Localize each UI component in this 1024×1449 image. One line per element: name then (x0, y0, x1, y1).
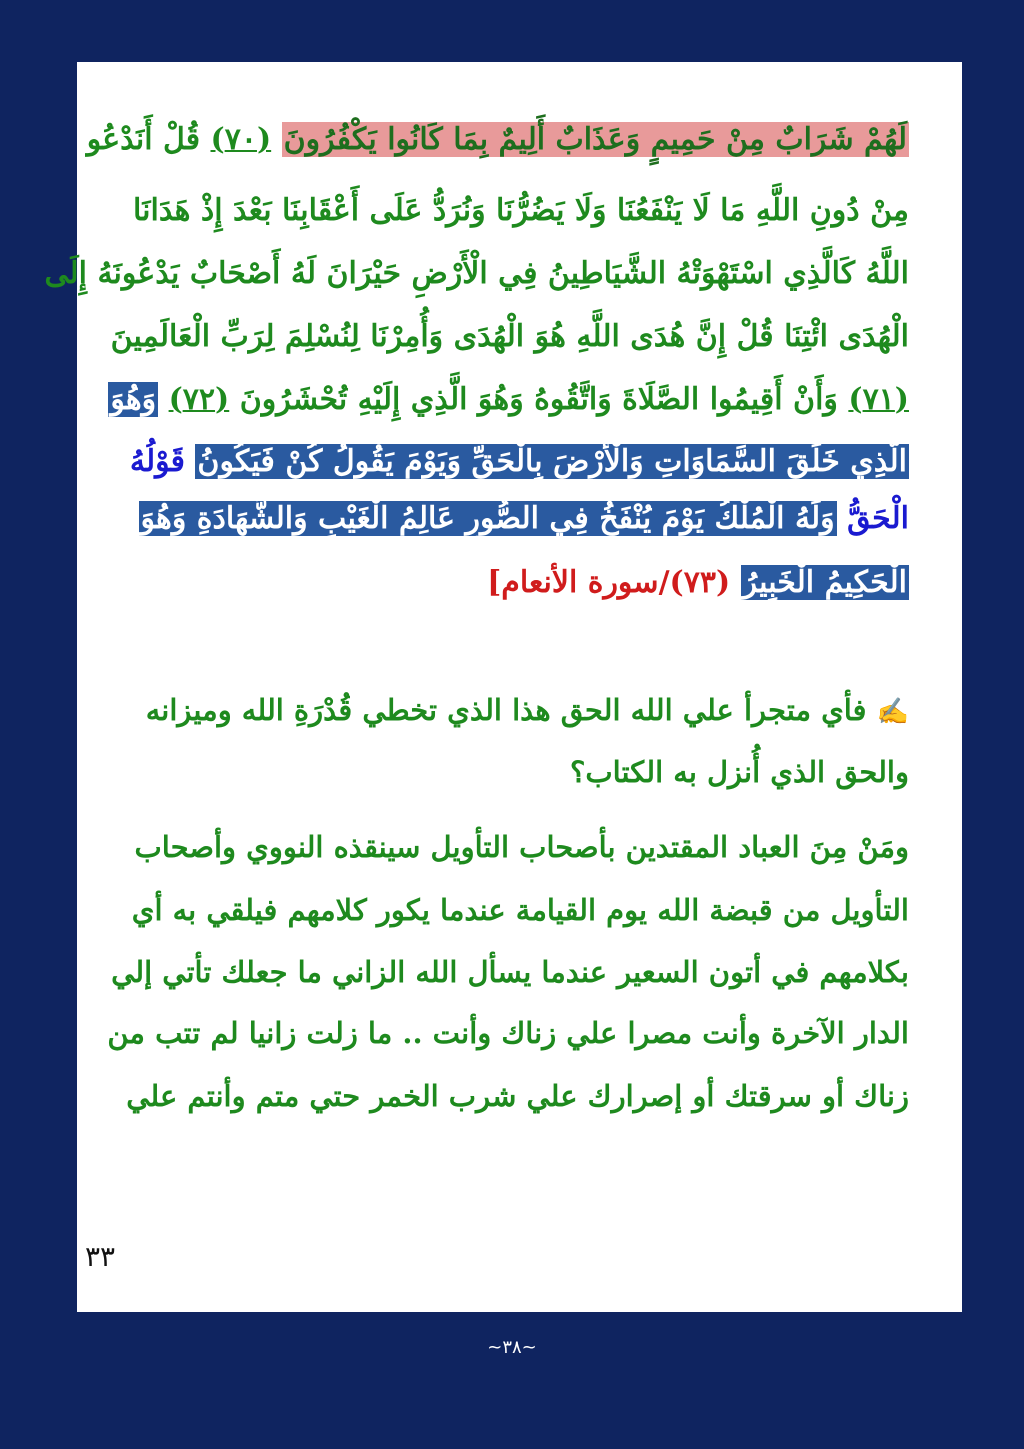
verse-text: وَأَنْ أَقِيمُوا الصَّلَاةَ وَاتَّقُوهُ وَهُوَ الَّذِي إِلَيْهِ تُحْشَرُونَ (239, 382, 838, 417)
surah-reference: (٧٣)/سورة الأنعام] (487, 565, 731, 600)
verse-73-highlight: وَهُوَ (110, 382, 157, 417)
verse-70-highlight: لَهُمْ شَرَابٌ مِنْ حَمِيمٍ وَعَذَابٌ أَلِيمٌ بِمَا كَانُوا يَكْفُرُونَ (283, 122, 907, 157)
verse-line-2: مِنْ دُونِ اللَّهِ مَا لَا يَنْفَعُنَا وَلَا يَضُرُّنَا وَنُرَدُّ عَلَى أَعْقَابِنَا بَعْدَ إِذْ هَدَانَا (133, 193, 909, 228)
verse-line-4: الْهُدَى ائْتِنَا قُلْ إِنَّ هُدَى اللَّهِ هُوَ الْهُدَى وَأُمِرْنَا لِنُسْلِمَ لِرَبِّ الْعَالَمِينَ (110, 319, 909, 354)
commentary-line-2: والحق الذي أُنزل به الكتاب؟ (569, 755, 909, 789)
verse-line-6 (129, 430, 909, 494)
verse-emphasis: الْحَقُّ (847, 501, 909, 536)
verse-emphasis: قَوْلُهُ (129, 444, 185, 479)
writing-hand-icon: ✍ (876, 697, 909, 727)
page-number: ٣٣ (85, 1240, 116, 1273)
verse-line-3: اللَّهُ كَالَّذِي اسْتَهْوَتْهُ الشَّيَاطِينُ فِي الْأَرْضِ حَيْرَانَ لَهُ أَصْحَابٌ يَدْعُونَهُ إِلَى (44, 256, 909, 291)
document-page (44, 62, 962, 1312)
verse-73-highlight: وَلَهُ الْمُلْكُ يَوْمَ يُنْفَخُ فِي الصُّورِ عَالِمُ الْغَيْبِ وَالشَّهَادَةِ وَهُوَ (140, 501, 835, 536)
footer-page-number: ~٣٨~ (487, 1337, 537, 1358)
commentary-line-6: الدار الآخرة وأنت مصرا علي زناك وأنت .. ما زلت زانيا لم تتب من (107, 1016, 909, 1050)
ayah-number-71: (٧١) (848, 382, 909, 417)
verse-73-highlight: الَّذِي خَلَقَ السَّمَاوَاتِ وَالْأَرْضَ بِالْحَقِّ وَيَوْمَ يَقُولُ كُنْ فَيَكُونُ (197, 444, 907, 479)
ayah-number-70: (٧٠) (210, 122, 272, 157)
verse-line-1 (86, 108, 909, 172)
commentary-line-5: بكلامهم في أتون السعير عندما يسأل الله الزاني ما جعلك تأتي إلي (111, 955, 909, 989)
commentary-line-7: زناك أو سرقتك أو إصرارك علي شرب الخمر حتي متم وأنتم علي (126, 1079, 909, 1113)
commentary-line-3: ومَنْ مِنَ العباد المقتدين بأصحاب التأويل سينقذه النووي وأصحاب (134, 830, 909, 864)
verse-text: قُلْ أَنَدْعُو (86, 122, 201, 157)
ayah-number-72: (٧٢) (168, 382, 230, 417)
commentary-line-1 (129, 680, 909, 740)
verse-73-highlight: الْحَكِيمُ الْخَبِيرُ (742, 565, 907, 600)
verse-line-8 (129, 551, 909, 615)
verse-line-5 (110, 368, 909, 432)
commentary-line-4: التأويل من قبضة الله يوم القيامة عندما يكور كلامهم فيلقي به أي (131, 893, 909, 927)
commentary-text: فأي متجرأ علي الله الحق هذا الذي تخطي قُدْرَةِ الله وميزانه (145, 693, 867, 727)
verse-line-7 (129, 487, 909, 551)
